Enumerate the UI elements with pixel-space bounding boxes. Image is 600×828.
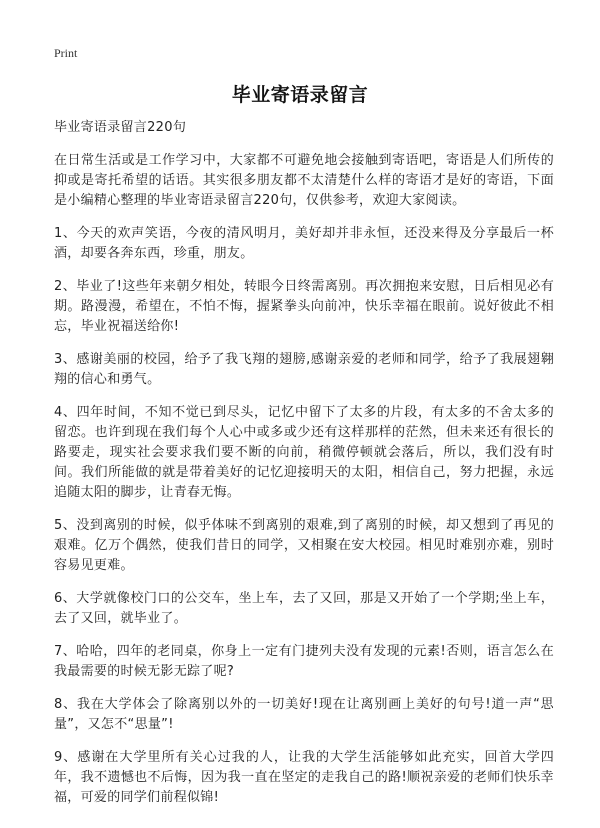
page-title: 毕业寄语录留言 <box>231 84 369 106</box>
article-subtitle: 毕业寄语录留言220句 <box>54 120 187 135</box>
list-item: 8、我在大学体会了除离别以外的一切美好!现在让离别画上美好的句号!道一声“思量”，又怎不“思量”! <box>54 697 554 732</box>
intro-paragraph: 在日常生活或是工作学习中，大家都不可避免地会接触到寄语吧，寄语是人们所传的抑或是寄托希望的话语。其实很多朋友都不太清楚什么样的寄语才是好的寄语，下面是小编精心整理的毕业寄语录留言220句，仅供参考，欢迎大家阅读。 <box>54 153 554 208</box>
list-item: 1、今天的欢声笑语，今夜的清风明月，美好却并非永恒，还没来得及分享最后一杯酒，却要各奔东西，珍重，朋友。 <box>54 226 554 261</box>
print-link[interactable]: Print <box>54 46 78 60</box>
list-item: 2、毕业了!这些年来朝夕相处，转眼今日终需离别。再次拥抱来安慰，日后相见必有期。路漫漫，希望在，不怕不悔，握紧拳头向前冲，快乐幸福在眼前。说好彼此不相忘，毕业祝福送给你! <box>54 279 554 334</box>
list-item: 5、没到离别的时候，似乎体味不到离别的艰难,到了离别的时候，却又想到了再见的艰难。亿万个偶然，使我们昔日的同学，又相聚在安大校园。相见时难别亦难，别时容易见更难。 <box>54 518 554 573</box>
list-item: 3、感谢美丽的校园，给予了我飞翔的翅膀,感谢亲爱的老师和同学，给予了我展翅翱翔的信心和勇气。 <box>54 352 554 387</box>
list-item: 6、大学就像校门口的公交车，坐上车，去了又回，那是又开始了一个学期;坐上车，去了又回，就毕业了。 <box>54 591 554 626</box>
article-body <box>54 118 554 821</box>
list-item: 9、感谢在大学里所有关心过我的人，让我的大学生活能够如此充实，回首大学四年，我不遗憾也不后悔，因为我一直在坚定的走我自己的路!顺祝亲爱的老师们快乐幸福，可爱的同学们前程似锦! <box>54 750 554 805</box>
list-item: 4、四年时间，不知不觉已到尽头，记忆中留下了太多的片段，有太多的不舍太多的留恋。也许到现在我们每个人心中或多或少还有这样那样的茫然，但未来还有很长的路要走，现实社会要求我们要不断的向前，稍微停顿就会落后，所以，我们没有时间。我们所能做的就是带着美好的记忆迎接明天的太阳，相信自己，努力把握，永远追随太阳的脚步，让青春无悔。 <box>54 405 554 500</box>
list-item: 7、哈哈，四年的老同桌，你身上一定有门捷列夫没有发现的元素!否则，语言怎么在我最需要的时候无影无踪了呢? <box>54 644 554 679</box>
